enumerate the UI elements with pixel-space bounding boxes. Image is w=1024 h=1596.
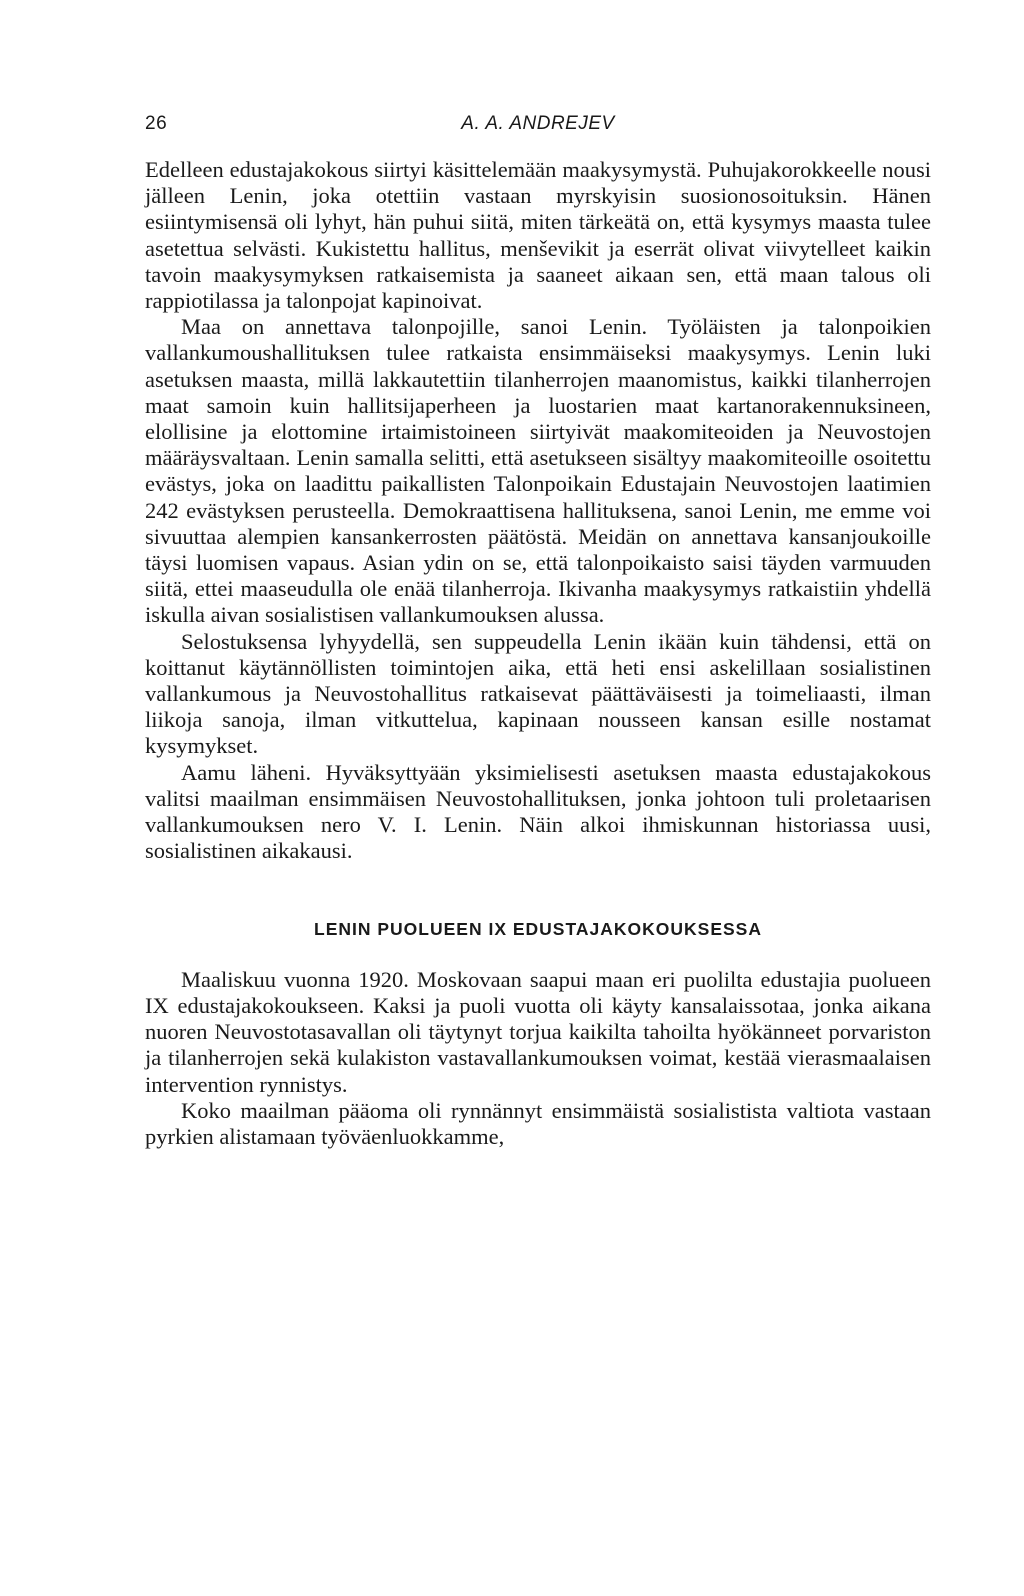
paragraph: Maaliskuu vuonna 1920. Moskovaan saapui maan eri puolilta edustajia puolueen IX edustajakokoukseen. Kaksi ja puoli vuotta oli käyty kansalaissotaa, jonka aikana nuoren Neuvostotasavallan oli täytynyt torjua kaikilta tahoilta hyökänneet porvariston ja tilanherrojen sekä kulakiston vastavallankumouksen voimat, kestää vierasmaalaisen intervention rynnistys. [145, 966, 931, 1097]
paragraph: Selostuksensa lyhyydellä, sen suppeudella Lenin ikään kuin tähdensi, että on koittanut käytännöllisten toimintojen aika, että heti ensi askelillaan sosialistinen vallankumous ja Neuvostohallitus ratkaisevat päättäväisesti ja toimeliaasti, ilman liikoja sanoja, ilman vitkuttelua, kapinaan nousseen kansan esille nostamat kysymykset. [145, 628, 931, 759]
section-heading: LENIN PUOLUEEN IX EDUSTAJAKOKOUKSESSA [314, 919, 762, 940]
paragraph: Maa on annettava talonpojille, sanoi Lenin. Työläisten ja talonpoikien vallankumoushallituksen tulee ratkaista ensimmäiseksi maakysymys. Lenin luki asetuksen maasta, millä lakkautettiin tilanherrojen maanomistus, kaikki tilanherrojen maat samoin kuin hallitsijaperheen ja luostarien maat kartanorakennuksineen, elollisine ja elottomine irtaimistoineen siirtyivät maakomiteoiden ja Neuvostojen määräysvaltaan. Lenin samalla selitti, että asetukseen sisältyy maakomiteoille osoitettu evästys, joka on laadittu paikallisten Talonpoikain Edustajain Neuvostojen laatimien 242 evästyksen perusteella. Demokraattisena hallituksena, sanoi Lenin, me emme voi sivuuttaa alempien kansankerrosten päätöstä. Meidän on annettava kansanjoukoille täysi luomisen vapaus. Asian ydin on se, että talonpoikaisto saisi täyden varmuuden siitä, ettei maaseudulla ole enää tilanherroja. Ikivanha maakysymys ratkaistiin yhdellä iskulla aivan sosialistisen vallankumouksen alussa. [145, 314, 931, 628]
running-title: A. A. ANDREJEV [461, 113, 615, 134]
paragraph: Koko maailman pääoma oli rynnännyt ensimmäistä sosialistista valtiota vastaan pyrkien alistamaan työväenluokkamme, [145, 1097, 931, 1149]
running-head [145, 113, 931, 149]
page-number: 26 [145, 113, 168, 134]
body-text [145, 157, 931, 1150]
book-page [145, 113, 931, 1150]
paragraph: Aamu läheni. Hyväksyttyään yksimielisesti asetuksen maasta edustajakokous valitsi maailman ensimmäisen Neuvostohallituksen, jonka johtoon tuli proletaarisen vallankumouksen nero V. I. Lenin. Näin alkoi ihmiskunnan historiassa uusi, sosialistinen aikakausi. [145, 759, 931, 864]
paragraph: Edelleen edustajakokous siirtyi käsittelemään maakysymystä. Puhujakorokkeelle nousi jälleen Lenin, joka otettiin vastaan myrskyisin suosionosoituksin. Hänen esiintymisensä oli lyhyt, hän puhui siitä, miten tärkeätä on, että kysymys maasta tulee asetettua selvästi. Kukistettu hallitus, menševikit ja eserrät olivat viivytelleet kaikin tavoin maakysymyksen ratkaisemista ja saaneet aikaan sen, että maan talous oli rappiotilassa ja talonpojat kapinoivat. [145, 157, 931, 314]
